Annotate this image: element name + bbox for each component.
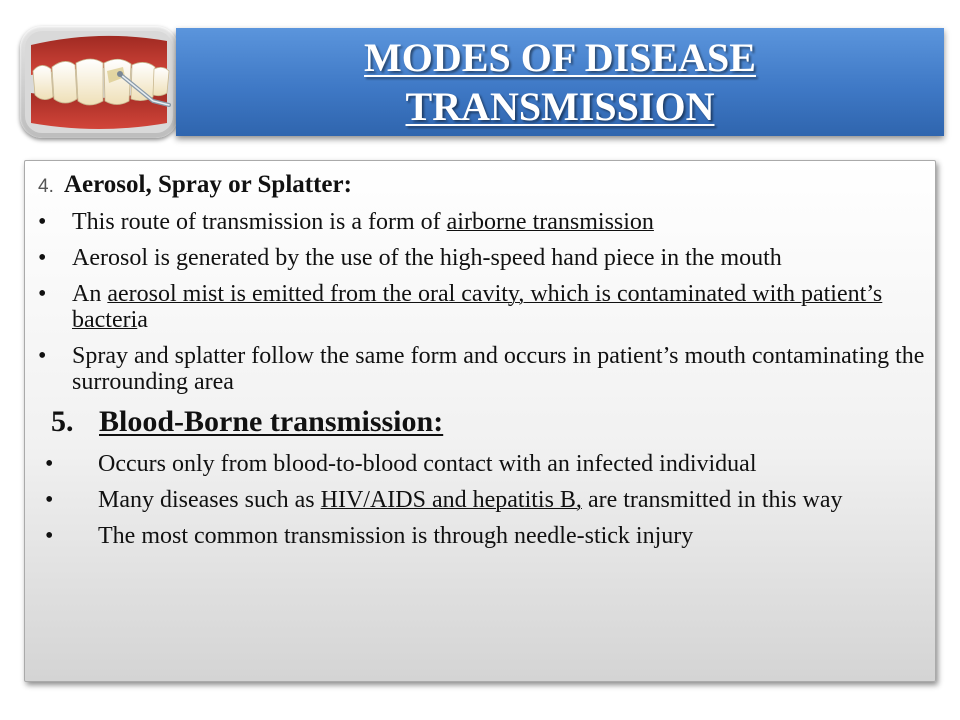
page-title [364,33,756,131]
title-line-2: TRANSMISSION [405,84,715,129]
bullet-icon: • [38,209,47,235]
section-4-list [38,209,925,395]
bullet-icon: • [38,343,47,369]
bullet-icon: • [45,487,54,513]
list-item: • Occurs only from blood-to-blood contact with an infected individual [45,451,757,477]
content-box [24,160,936,682]
list-item: • An aerosol mist is emitted from the oral cavity, which is contaminated with patient’s bacteria [38,281,883,333]
bullet-icon: • [45,523,54,549]
list-item: • Spray and splatter follow the same form and occurs in patient’s mouth contaminating the surrounding area [38,343,925,395]
section-5-title: Blood-Borne transmission: [99,405,444,438]
title-banner [176,28,944,136]
section-4-number: 4. [38,176,54,197]
logo-frame [20,26,178,138]
list-item: • The most common transmission is through needle-stick injury [45,523,694,549]
bullet-icon: • [45,451,54,477]
section-5-heading [51,405,925,439]
section-4-heading [38,171,925,199]
list-item: • Many diseases such as HIV/AIDS and hepatitis B, are transmitted in this way [45,487,843,513]
section-4-title: Aerosol, Spray or Splatter: [64,171,352,198]
section-5-list [38,451,925,549]
bullet-icon: • [38,281,47,307]
list-item: • Aerosol is generated by the use of the high-speed hand piece in the mouth [38,245,782,271]
bullet-icon: • [38,245,47,271]
title-line-1: MODES OF DISEASE [364,35,756,80]
dental-scaler-teeth-icon [25,31,173,133]
section-5-number: 5. [51,405,74,438]
list-item: • This route of transmission is a form of airborne transmission [38,209,654,235]
